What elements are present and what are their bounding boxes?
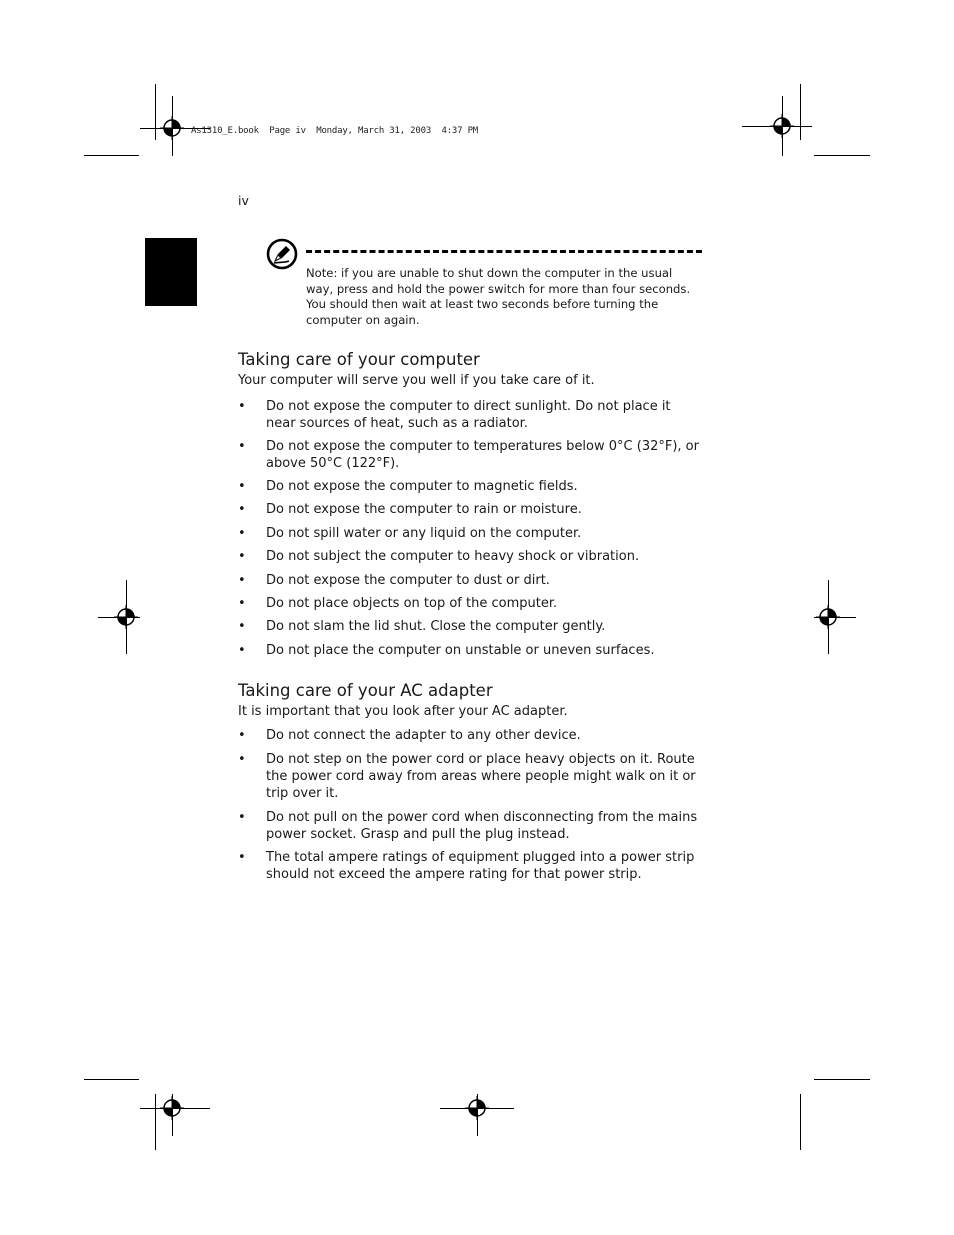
bullet-marker: • — [238, 850, 246, 865]
note-pen-icon — [266, 238, 298, 270]
list-item-text — [266, 809, 706, 843]
note-line: way, press and hold the power switch for more than four seconds. — [306, 281, 691, 296]
list-item-line: The total ampere ratings of equipment plugged into a power strip — [266, 850, 695, 865]
list-item-text — [266, 548, 706, 565]
list-item-text — [266, 751, 706, 802]
section-title-adapter: Taking care of your AC adapter — [238, 681, 493, 700]
bullet-marker: • — [238, 752, 246, 767]
bullet-marker: • — [238, 549, 246, 564]
bullet-marker: • — [238, 573, 246, 588]
registration-mark-icon — [770, 114, 794, 138]
bullet-marker: • — [238, 399, 246, 414]
registration-mark-icon — [114, 605, 138, 629]
list-item-text — [266, 595, 706, 612]
bullet-marker: • — [238, 810, 246, 825]
registration-mark-icon — [160, 1096, 184, 1120]
list-item-line: Do not expose the computer to temperatures below 0°C (32°F), or — [266, 439, 699, 454]
list-item-line: should not exceed the ampere rating for that power strip. — [266, 867, 642, 882]
bullet-marker: • — [238, 479, 246, 494]
list-item-text — [266, 398, 706, 432]
list-item-line: Do not slam the lid shut. Close the computer gently. — [266, 619, 606, 634]
note-line: computer on again. — [306, 313, 420, 328]
list-item-line: above 50°C (122°F). — [266, 456, 400, 471]
list-item-line: Do not expose the computer to rain or moisture. — [266, 502, 582, 517]
bullet-marker: • — [238, 643, 246, 658]
bullet-marker: • — [238, 439, 246, 454]
list-item-line: power socket. Grasp and pull the plug instead. — [266, 827, 570, 842]
list-item-line: Do not step on the power cord or place heavy objects on it. Route — [266, 752, 695, 767]
list-item-text — [266, 727, 706, 744]
list-item-text — [266, 849, 706, 883]
section-intro-adapter: It is important that you look after your AC adapter. — [238, 704, 568, 719]
section-intro-computer: Your computer will serve you well if you take care of it. — [238, 373, 595, 388]
list-item-line: Do not connect the adapter to any other device. — [266, 728, 581, 743]
print-header: As1310_E.book Page iv Monday, March 31, 2003 4:37 PM — [191, 126, 479, 136]
page-number: iv — [238, 193, 249, 208]
section-title-computer: Taking care of your computer — [238, 350, 480, 369]
bullet-marker: • — [238, 728, 246, 743]
list-item-text — [266, 525, 706, 542]
list-item-text — [266, 618, 706, 635]
list-item-line: Do not expose the computer to dust or dirt. — [266, 573, 550, 588]
registration-mark-icon — [465, 1096, 489, 1120]
bullet-marker: • — [238, 502, 246, 517]
list-item-text — [266, 478, 706, 495]
list-item-line: Do not place objects on top of the computer. — [266, 596, 558, 611]
list-item-text — [266, 572, 706, 589]
note-line: Note: if you are unable to shut down the computer in the usual — [306, 266, 673, 280]
registration-mark-icon — [816, 605, 840, 629]
list-item-line: Do not expose the computer to direct sunlight. Do not place it — [266, 399, 671, 414]
list-item-text — [266, 501, 706, 518]
list-item-line: Do not pull on the power cord when disconnecting from the mains — [266, 810, 698, 825]
bullet-marker: • — [238, 596, 246, 611]
note-line: You should then wait at least two seconds before turning the — [306, 297, 659, 312]
note-text — [306, 266, 702, 329]
list-item-line: Do not spill water or any liquid on the computer. — [266, 526, 582, 541]
note-divider — [306, 250, 702, 253]
list-item-text — [266, 642, 706, 659]
list-item-text — [266, 438, 706, 472]
chapter-tab — [145, 238, 197, 306]
list-item-line: Do not place the computer on unstable or uneven surfaces. — [266, 643, 655, 658]
bullet-marker: • — [238, 526, 246, 541]
registration-mark-icon — [160, 116, 184, 140]
list-item-line: the power cord away from areas where people might walk on it or — [266, 769, 696, 784]
list-item-line: Do not subject the computer to heavy shock or vibration. — [266, 549, 640, 564]
bullet-marker: • — [238, 619, 246, 634]
list-item-line: trip over it. — [266, 786, 339, 801]
list-item-line: Do not expose the computer to magnetic fields. — [266, 479, 578, 494]
list-item-line: near sources of heat, such as a radiator. — [266, 416, 528, 431]
